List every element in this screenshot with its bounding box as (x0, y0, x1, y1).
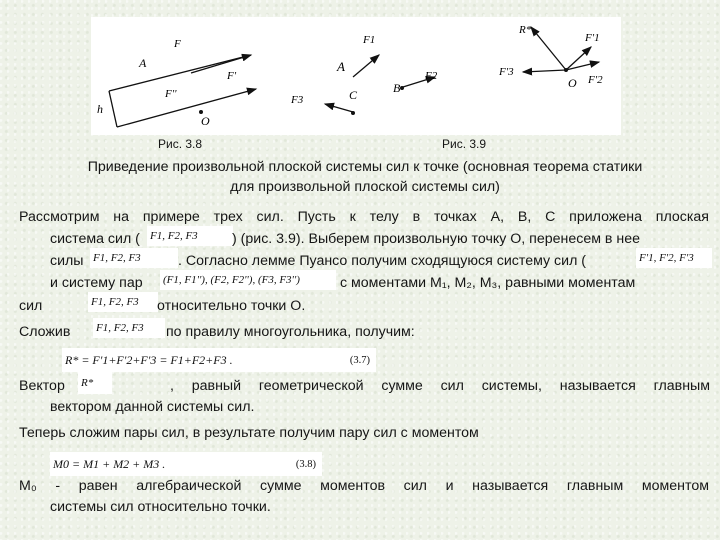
para3-line1-end: , равный геометрической сумме сил системы, называется главным (170, 378, 710, 394)
section-heading-line1: Приведение произвольной плоской системы сил к точке (основная теорема статики (87, 159, 643, 175)
label-fp-38: F' (227, 70, 237, 82)
label-fpp-38: F'' (165, 88, 177, 100)
para3-line1-start: Вектор (19, 378, 65, 394)
label-f3: F3 (291, 94, 304, 106)
label-o-38: O (201, 114, 210, 128)
force-line-bottom (117, 89, 256, 127)
point-c (351, 111, 355, 115)
figures-image (91, 17, 621, 135)
para1-line2-start: система сил ( (50, 231, 140, 247)
para1-line4-start: и систему пар (50, 275, 143, 291)
para4-text: Теперь сложим пары сил, в результате получим пару сил с моментом (19, 425, 479, 441)
force-f3p (523, 70, 566, 72)
arm-line (109, 91, 117, 127)
para1-line3-start: силы (50, 253, 84, 269)
para1-line5-start: сил (19, 298, 43, 314)
label-f2: F2 (425, 70, 438, 82)
equation-3-7-number: (3.7) (349, 354, 370, 366)
formula-summed: F1, F2, F3 (93, 318, 165, 338)
figure-3-8 (97, 38, 256, 128)
section-heading-line2: для произвольной плоской системы сил) (230, 179, 500, 195)
label-f1p: F'1 (585, 32, 600, 44)
equation-3-8-body: M0 = M1 + M2 + M3 . (53, 456, 166, 471)
para1-line3-end: . Согласно лемме Пуансо получим сходящуюся систему сил ( (178, 253, 587, 269)
formula-vector-r: R* (78, 372, 112, 394)
caption-fig-3-8: Рис. 3.8 (158, 137, 203, 151)
label-f-38: F (174, 38, 181, 50)
equation-3-8-number: (3.8) (295, 458, 316, 470)
equation-3-7 (62, 348, 376, 372)
force-f3 (325, 104, 353, 112)
equation-3-7-body: R* = F'1+F'2+F'3 = F1+F2+F3 . (65, 352, 233, 367)
figures-svg (91, 17, 621, 135)
para2-start: Сложив (19, 324, 71, 340)
para1-line1: Рассмотрим на примере трех сил. Пусть к телу в точках А, В, С приложена плоская (19, 209, 709, 225)
label-c-39: C (349, 88, 358, 102)
para5-line2: системы сил относительно точки. (50, 499, 271, 515)
figure-3-9 (290, 24, 603, 115)
para5-line1: М₀ - равен алгебраической сумме моментов сил и называется главным моментом (19, 478, 709, 494)
formula-pairs: (F1, F1''), (F2, F2''), (F3, F3'') (160, 270, 336, 290)
resultant-r (531, 27, 566, 70)
para2-end: по правилу многоугольника, получим: (166, 324, 415, 340)
label-r: R* (519, 24, 532, 36)
label-f2p: F'2 (588, 74, 603, 86)
point-b (400, 86, 404, 90)
label-b-39: B (393, 81, 401, 95)
label-a-38: A (139, 56, 147, 70)
force-f1 (353, 55, 379, 77)
equation-3-8 (50, 452, 322, 476)
force-arrow-f (191, 55, 251, 73)
formula-converging-system: F'1, F'2, F'3 (636, 248, 712, 268)
caption-fig-3-9: Рис. 3.9 (442, 137, 487, 151)
label-f1: F1 (363, 34, 376, 46)
label-h-38: h (97, 102, 103, 116)
para1-line2-end: ) (рис. 3.9). Выберем произвольную точку О, перенесем в нее (232, 231, 641, 247)
label-a-39: A (337, 59, 345, 74)
formula-moments-of: F1, F2, F3 (88, 292, 158, 312)
formula-system-forces: F1, F2, F3 (147, 226, 233, 246)
para3-line2: вектором данной системы сил. (50, 399, 255, 415)
para1-line5-end: относительно точки О. (157, 298, 306, 314)
label-o-39: O (568, 76, 577, 90)
label-f3p: F'3 (499, 66, 514, 78)
para1-line4-end: с моментами М₁, М₂, М₃, равными моментам (340, 275, 636, 291)
formula-forces: F1, F2, F3 (90, 248, 178, 268)
